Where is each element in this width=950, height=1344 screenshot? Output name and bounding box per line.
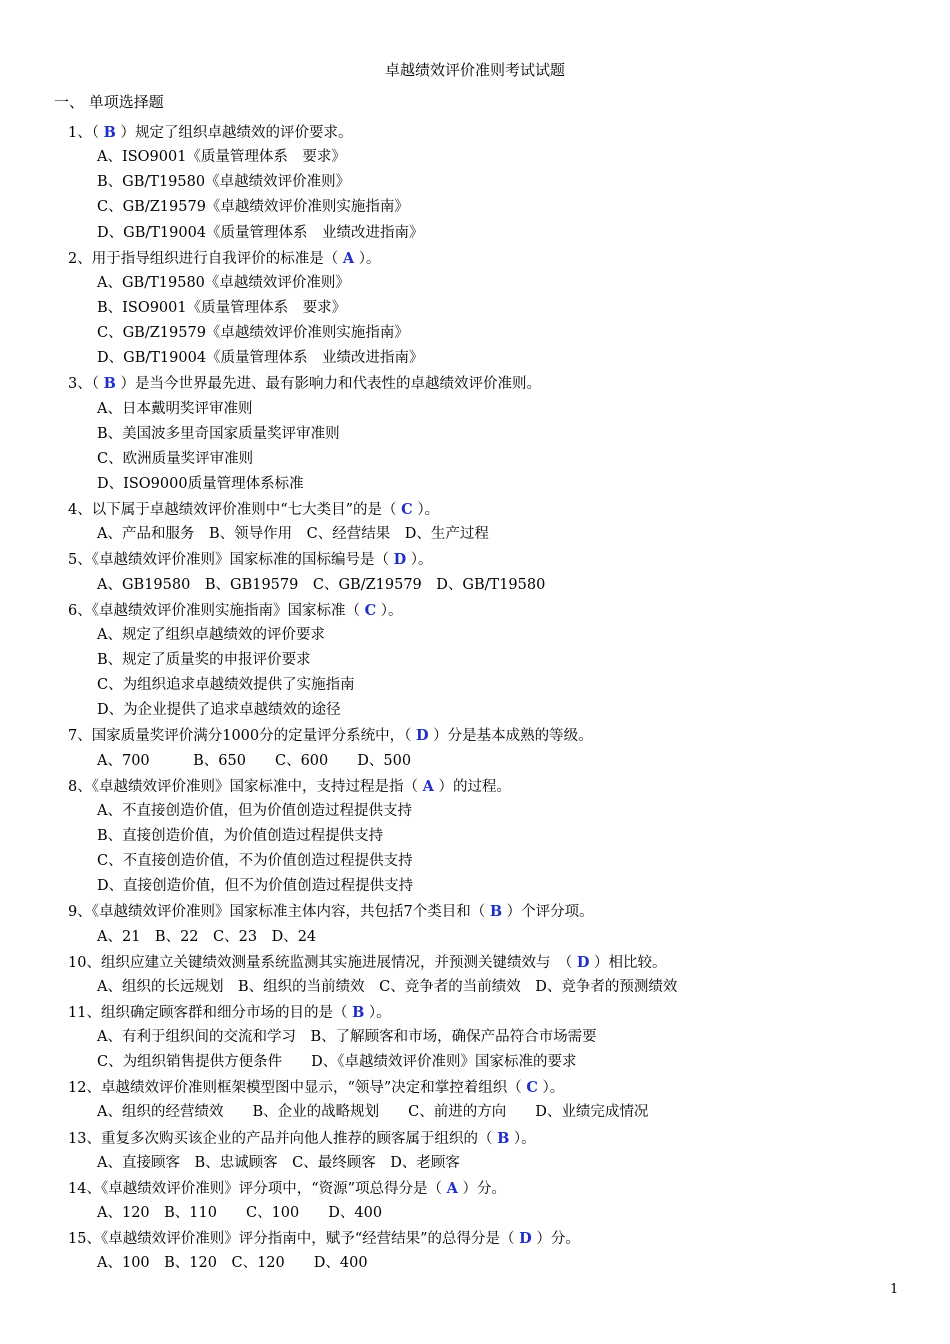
answer-letter: C bbox=[526, 1079, 538, 1097]
question-text-tail: ）分。 bbox=[457, 1180, 507, 1197]
answer-option: B、规定了质量奖的申报评价要求 bbox=[97, 651, 311, 668]
question-text: 14、《卓越绩效评价准则》评分项中，“资源”项总得分是（ bbox=[68, 1180, 447, 1197]
answer-letter: C bbox=[401, 501, 413, 519]
question-text: 11、组织确定顾客群和细分市场的目的是（ bbox=[68, 1004, 353, 1021]
answer-letter: A bbox=[422, 777, 434, 795]
question-text-tail: ）规定了组织卓越绩效的评价要求。 bbox=[115, 125, 353, 141]
answer-option: A、120 B、110 C、100 D、400 bbox=[97, 1205, 383, 1222]
answer-option: A、100 B、120 C、120 D、400 bbox=[97, 1255, 368, 1272]
answer-option: A、有利于组织间的交流和学习 B、了解顾客和市场，确保产品符合市场需要 bbox=[97, 1029, 597, 1046]
question-text: 13、重复多次购买该企业的产品并向他人推荐的顾客属于组织的（ bbox=[68, 1130, 498, 1147]
question-text: 7、国家质量奖评价满分1000分的定量评分系统中，（ bbox=[68, 728, 416, 745]
answer-option: A、规定了组织卓越绩效的评价要求 bbox=[97, 626, 325, 643]
question-text: 6、《卓越绩效评价准则实施指南》国家标准（ bbox=[68, 602, 365, 619]
question-text-tail: ）。 bbox=[412, 502, 440, 519]
answer-option: A、GB19580 B、GB19579 C、GB/Z19579 D、GB/T19580 bbox=[97, 576, 546, 593]
question-text: 12、卓越绩效评价准则框架模型图中显示，“领导”决定和掌控着组织（ bbox=[68, 1080, 527, 1097]
answer-option: C、GB/Z19579《卓越绩效评价准则实施指南》 bbox=[97, 325, 409, 342]
question-text: 4、以下属于卓越绩效评价准则中“七大类目”的是（ bbox=[68, 502, 402, 519]
answer-letter: B bbox=[497, 1129, 510, 1147]
answer-option: C、欧洲质量奖评审准则 bbox=[97, 450, 254, 467]
answer-letter: D bbox=[393, 551, 407, 569]
answer-option: B、美国波多里奇国家质量奖评审准则 bbox=[97, 425, 340, 442]
question-stem bbox=[0, 547, 950, 572]
answer-option: D、直接创造价值，但不为价值创造过程提供支持 bbox=[97, 878, 414, 895]
answer-option: A、21 B、22 C、23 D、24 bbox=[97, 928, 317, 945]
answer-option: D、GB/T19004《质量管理体系 业绩改进指南》 bbox=[97, 350, 424, 367]
answer-option: B、ISO9001《质量管理体系 要求》 bbox=[97, 299, 347, 316]
question-text-tail: ）相比较。 bbox=[589, 954, 667, 971]
question-text: 3、（ bbox=[68, 376, 104, 393]
question-text-tail: ）分。 bbox=[531, 1231, 580, 1248]
question-text: 2、用于指导组织进行自我评价的标准是（ bbox=[68, 250, 343, 267]
question-text-tail: ）个评分项。 bbox=[502, 904, 594, 921]
question-text-tail: ）。 bbox=[537, 1080, 565, 1097]
question-stem bbox=[0, 371, 950, 396]
question-text-tail: ）。 bbox=[509, 1130, 536, 1147]
page-title: 卓越绩效评价准则考试试题 bbox=[384, 61, 565, 79]
answer-option: A、组织的经营绩效 B、企业的战略规划 C、前进的方向 D、业绩完成情况 bbox=[97, 1104, 649, 1121]
question-text-tail: ）的过程。 bbox=[433, 778, 511, 795]
question-text: 10、组织应建立关键绩效测量系统监测其实施进展情况，并预测关键绩效与 （ bbox=[68, 954, 577, 971]
answer-option: A、产品和服务 B、领导作用 C、经营结果 D、生产过程 bbox=[97, 526, 489, 543]
answer-option: D、ISO9000质量管理体系标准 bbox=[97, 475, 304, 492]
question-text: 9、《卓越绩效评价准则》国家标准主体内容，共包括7个类目和（ bbox=[68, 904, 490, 921]
question-text-tail: ）。 bbox=[364, 1004, 391, 1021]
answer-option: A、不直接创造价值，但为价值创造过程提供支持 bbox=[97, 802, 412, 819]
question-stem bbox=[0, 1126, 950, 1151]
question-list bbox=[0, 120, 950, 1276]
answer-letter: A bbox=[446, 1179, 458, 1197]
answer-letter: D bbox=[519, 1230, 532, 1248]
answer-option: D、为企业提供了追求卓越绩效的途径 bbox=[97, 702, 341, 719]
answer-letter: B bbox=[352, 1003, 365, 1021]
answer-option: A、GB/T19580《卓越绩效评价准则》 bbox=[97, 274, 350, 291]
answer-letter: B bbox=[103, 124, 116, 141]
question-text: 15、《卓越绩效评价准则》评分指南中，赋予“经营结果”的总得分是（ bbox=[68, 1231, 520, 1248]
answer-letter: C bbox=[364, 601, 377, 619]
question-text: 1、（ bbox=[68, 125, 104, 141]
answer-letter: B bbox=[489, 903, 503, 921]
answer-letter: B bbox=[103, 375, 116, 393]
question-text-tail: ）。 bbox=[406, 552, 433, 569]
answer-option: B、GB/T19580《卓越绩效评价准则》 bbox=[97, 174, 351, 191]
question-stem bbox=[0, 1226, 950, 1251]
answer-option: C、为组织追求卓越绩效提供了实施指南 bbox=[97, 677, 355, 694]
answer-option: B、直接创造价值，为价值创造过程提供支持 bbox=[97, 827, 384, 844]
question-text: 8、《卓越绩效评价准则》国家标准中，支持过程是指（ bbox=[68, 778, 423, 795]
answer-letter: A bbox=[342, 249, 355, 267]
answer-option: A、日本戴明奖评审准则 bbox=[97, 400, 253, 417]
question-stem bbox=[0, 774, 950, 799]
answer-option: C、GB/Z19579《卓越绩效评价准则实施指南》 bbox=[97, 199, 409, 216]
answer-option: A、组织的长远规划 B、组织的当前绩效 C、竞争者的当前绩效 D、竞争者的预测绩效 bbox=[97, 978, 678, 995]
answer-letter: D bbox=[415, 727, 429, 745]
question-stem bbox=[0, 1176, 950, 1201]
section-heading: 一、 单项选择题 bbox=[54, 93, 164, 111]
question-stem bbox=[0, 497, 950, 522]
question-stem bbox=[0, 950, 950, 975]
answer-option: A、ISO9001《质量管理体系 要求》 bbox=[97, 149, 346, 166]
question-text: 5、《卓越绩效评价准则》国家标准的国标编号是（ bbox=[68, 552, 394, 569]
question-text-tail: ）是当今世界最先进、最有影响力和代表性的卓越绩效评价准则。 bbox=[115, 376, 541, 393]
question-text-tail: ）。 bbox=[376, 602, 403, 619]
question-stem bbox=[0, 1075, 950, 1100]
question-text-tail: ）。 bbox=[354, 250, 381, 267]
question-stem bbox=[0, 723, 950, 748]
question-stem bbox=[0, 1000, 950, 1025]
answer-letter: D bbox=[576, 953, 590, 971]
question-stem bbox=[0, 899, 950, 924]
question-stem bbox=[0, 120, 950, 145]
page-number: 1 bbox=[890, 1282, 899, 1297]
answer-option: C、为组织销售提供方便条件 D、《卓越绩效评价准则》国家标准的要求 bbox=[97, 1054, 577, 1071]
question-text-tail: ）分是基本成熟的等级。 bbox=[428, 728, 593, 745]
answer-option: A、直接顾客 B、忠诚顾客 C、最终顾客 D、老顾客 bbox=[97, 1154, 460, 1171]
question-stem bbox=[0, 598, 950, 623]
question-stem bbox=[0, 246, 950, 271]
answer-option: A、700 B、650 C、600 D、500 bbox=[97, 752, 412, 769]
answer-option: C、不直接创造价值，不为价值创造过程提供支持 bbox=[97, 853, 413, 870]
answer-option: D、GB/T19004《质量管理体系 业绩改进指南》 bbox=[97, 224, 424, 241]
